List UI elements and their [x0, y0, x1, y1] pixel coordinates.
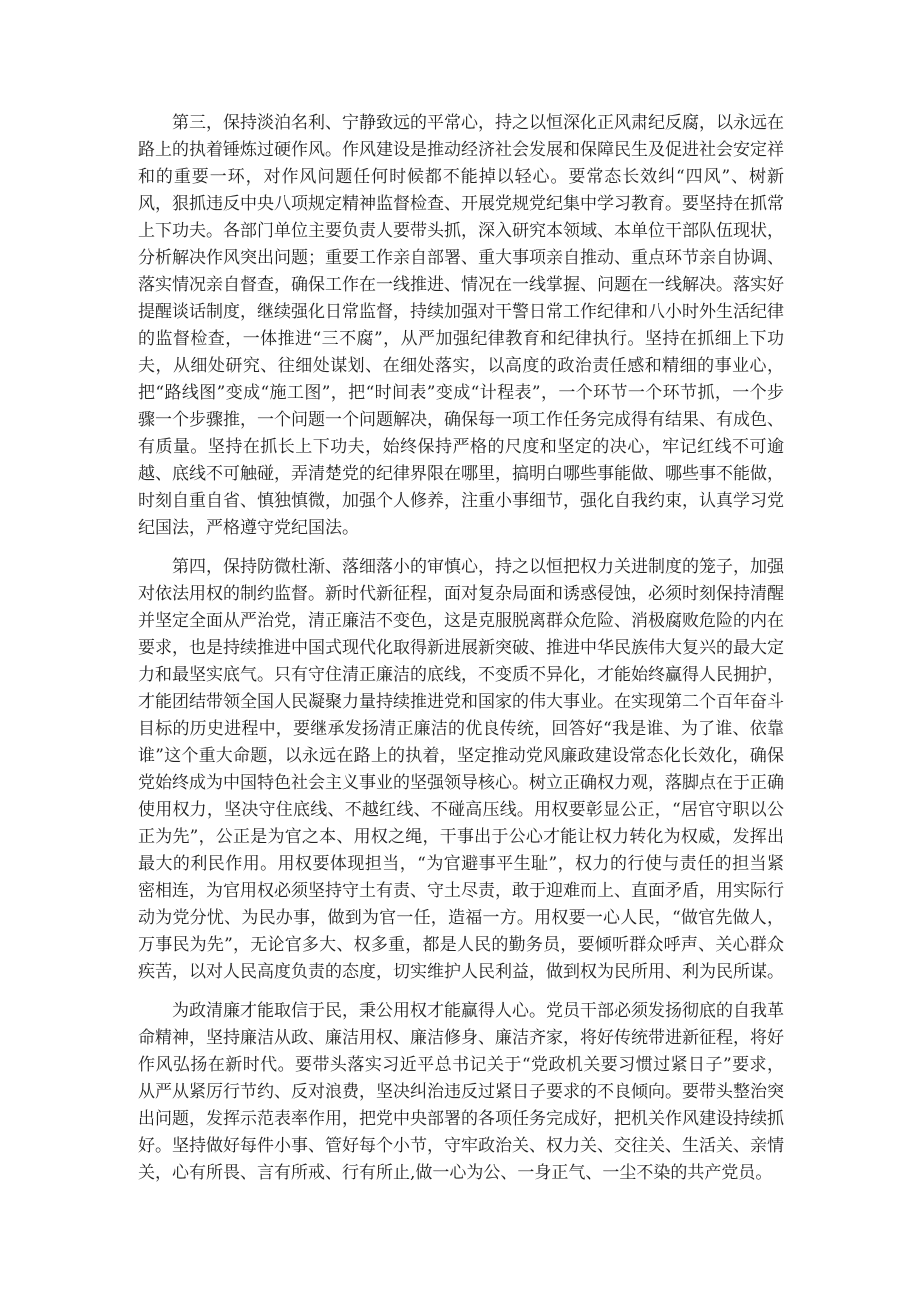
paragraph-fourth-point: 第四，保持防微杜渐、落细落小的审慎心，持之以恒把权力关进制度的笼子，加强对依法用权的制约监督。新时代新征程，面对复杂局面和诱惑侵蚀，必须时刻保持清醒并坚定全面从严治党，清正廉洁不变色，这是克服脱离群众危险、消极腐败危险的内在要求，也是持续推进中国式现代化取得新进展新突破、推进中华民族伟大复兴的最大定力和最坚实底气。只有守住清正廉洁的底线，不变质不异化，才能始终赢得人民拥护，才能团结带领全国人民凝聚力量持续推进党和国家的伟大事业。在实现第二个百年奋斗目标的历史进程中，要继承发扬清正廉洁的优良传统，回答好“我是谁、为了谁、依靠谁”这个重大命题，以永远在路上的执着，坚定推动党风廉政建设常态化长效化，确保党始终成为中国特色社会主义事业的坚强领导核心。树立正确权力观，落脚点在于正确使用权力，坚决守住底线、不越红线、不碰高压线。用权要彰显公正，“居官守职以公正为先”，公正是为官之本、用权之绳，干事出于公心才能让权力转化为权威，发挥出最大的利民作用。用权要体现担当，“为官避事平生耻”，权力的行使与责任的担当紧密相连，为官用权必须坚持守土有责、守土尽责，敢于迎难而上、直面矛盾，用实际行动为党分忧、为民办事，做到为官一任，造福一方。用权要一心人民，“做官先做人，万事民为先”，无论官多大、权多重，都是人民的勤务员，要倾听群众呼声、关心群众疾苦，以对人民高度负责的态度，切实维护人民利益，做到权为民所用、利为民所谋。: [138, 557, 784, 982]
document-body: [138, 110, 784, 1199]
paragraph-third-point: 第三，保持淡泊名利、宁静致远的平常心，持之以恒深化正风肃纪反腐，以永远在路上的执着锤炼过硬作风。作风建设是推动经济社会发展和保障民生及促进社会安定祥和的重要一环，对作风问题任何时候都不能掉以轻心。要常态长效纠“四风”、树新风，狠抓违反中央八项规定精神监督检查、开展党规党纪集中学习教育。要坚持在抓常上下功夫。各部门单位主要负责人要带头抓，深入研究本领域、本单位干部队伍现状，分析解决作风突出问题；重要工作亲自部署、重大事项亲自推动、重点环节亲自协调、落实情况亲自督查，确保工作在一线推进、情况在一线掌握、问题在一线解决。落实好提醒谈话制度，继续强化日常监督，持续加强对干警日常工作纪律和八小时外生活纪律的监督检查，一体推进“三不腐”，从严加强纪律教育和纪律执行。坚持在抓细上下功夫，从细处研究、往细处谋划、在细处落实，以高度的政治责任感和精细的事业心，把“路线图”变成“施工图”，把“时间表”变成“计程表”，一个环节一个环节抓，一个步骤一个步骤推，一个问题一个问题解决，确保每一项工作任务完成得有结果、有成色、有质量。坚持在抓长上下功夫，始终保持严格的尺度和坚定的决心，牢记红线不可逾越、底线不可触碰，弄清楚党的纪律界限在哪里，搞明白哪些事能做、哪些事不能做，时刻自重自省、慎独慎微，加强个人修养，注重小事细节，强化自我约束，认真学习党纪国法，严格遵守党纪国法。: [138, 113, 784, 538]
paragraph-conclusion: 为政清廉才能取信于民，秉公用权才能赢得人心。党员干部必须发扬彻底的自我革命精神，坚持廉洁从政、廉洁用权、廉洁修身、廉洁齐家，将好传统带进新征程，将好作风弘扬在新时代。要带头落实习近平总书记关于“党政机关要习惯过紧日子”要求，从严从紧厉行节约、反对浪费，坚决纠治违反过紧日子要求的不良倾向。要带头整治突出问题，发挥示范表率作用，把党中央部署的各项任务完成好，把机关作风建设持续抓好。坚持做好每件小事、管好每个小节，守牢政治关、权力关、交往关、生活关、亲情关，心有所畏、言有所戒、行有所止,做一心为公、一身正气、一尘不染的共产党员。: [138, 1001, 784, 1183]
